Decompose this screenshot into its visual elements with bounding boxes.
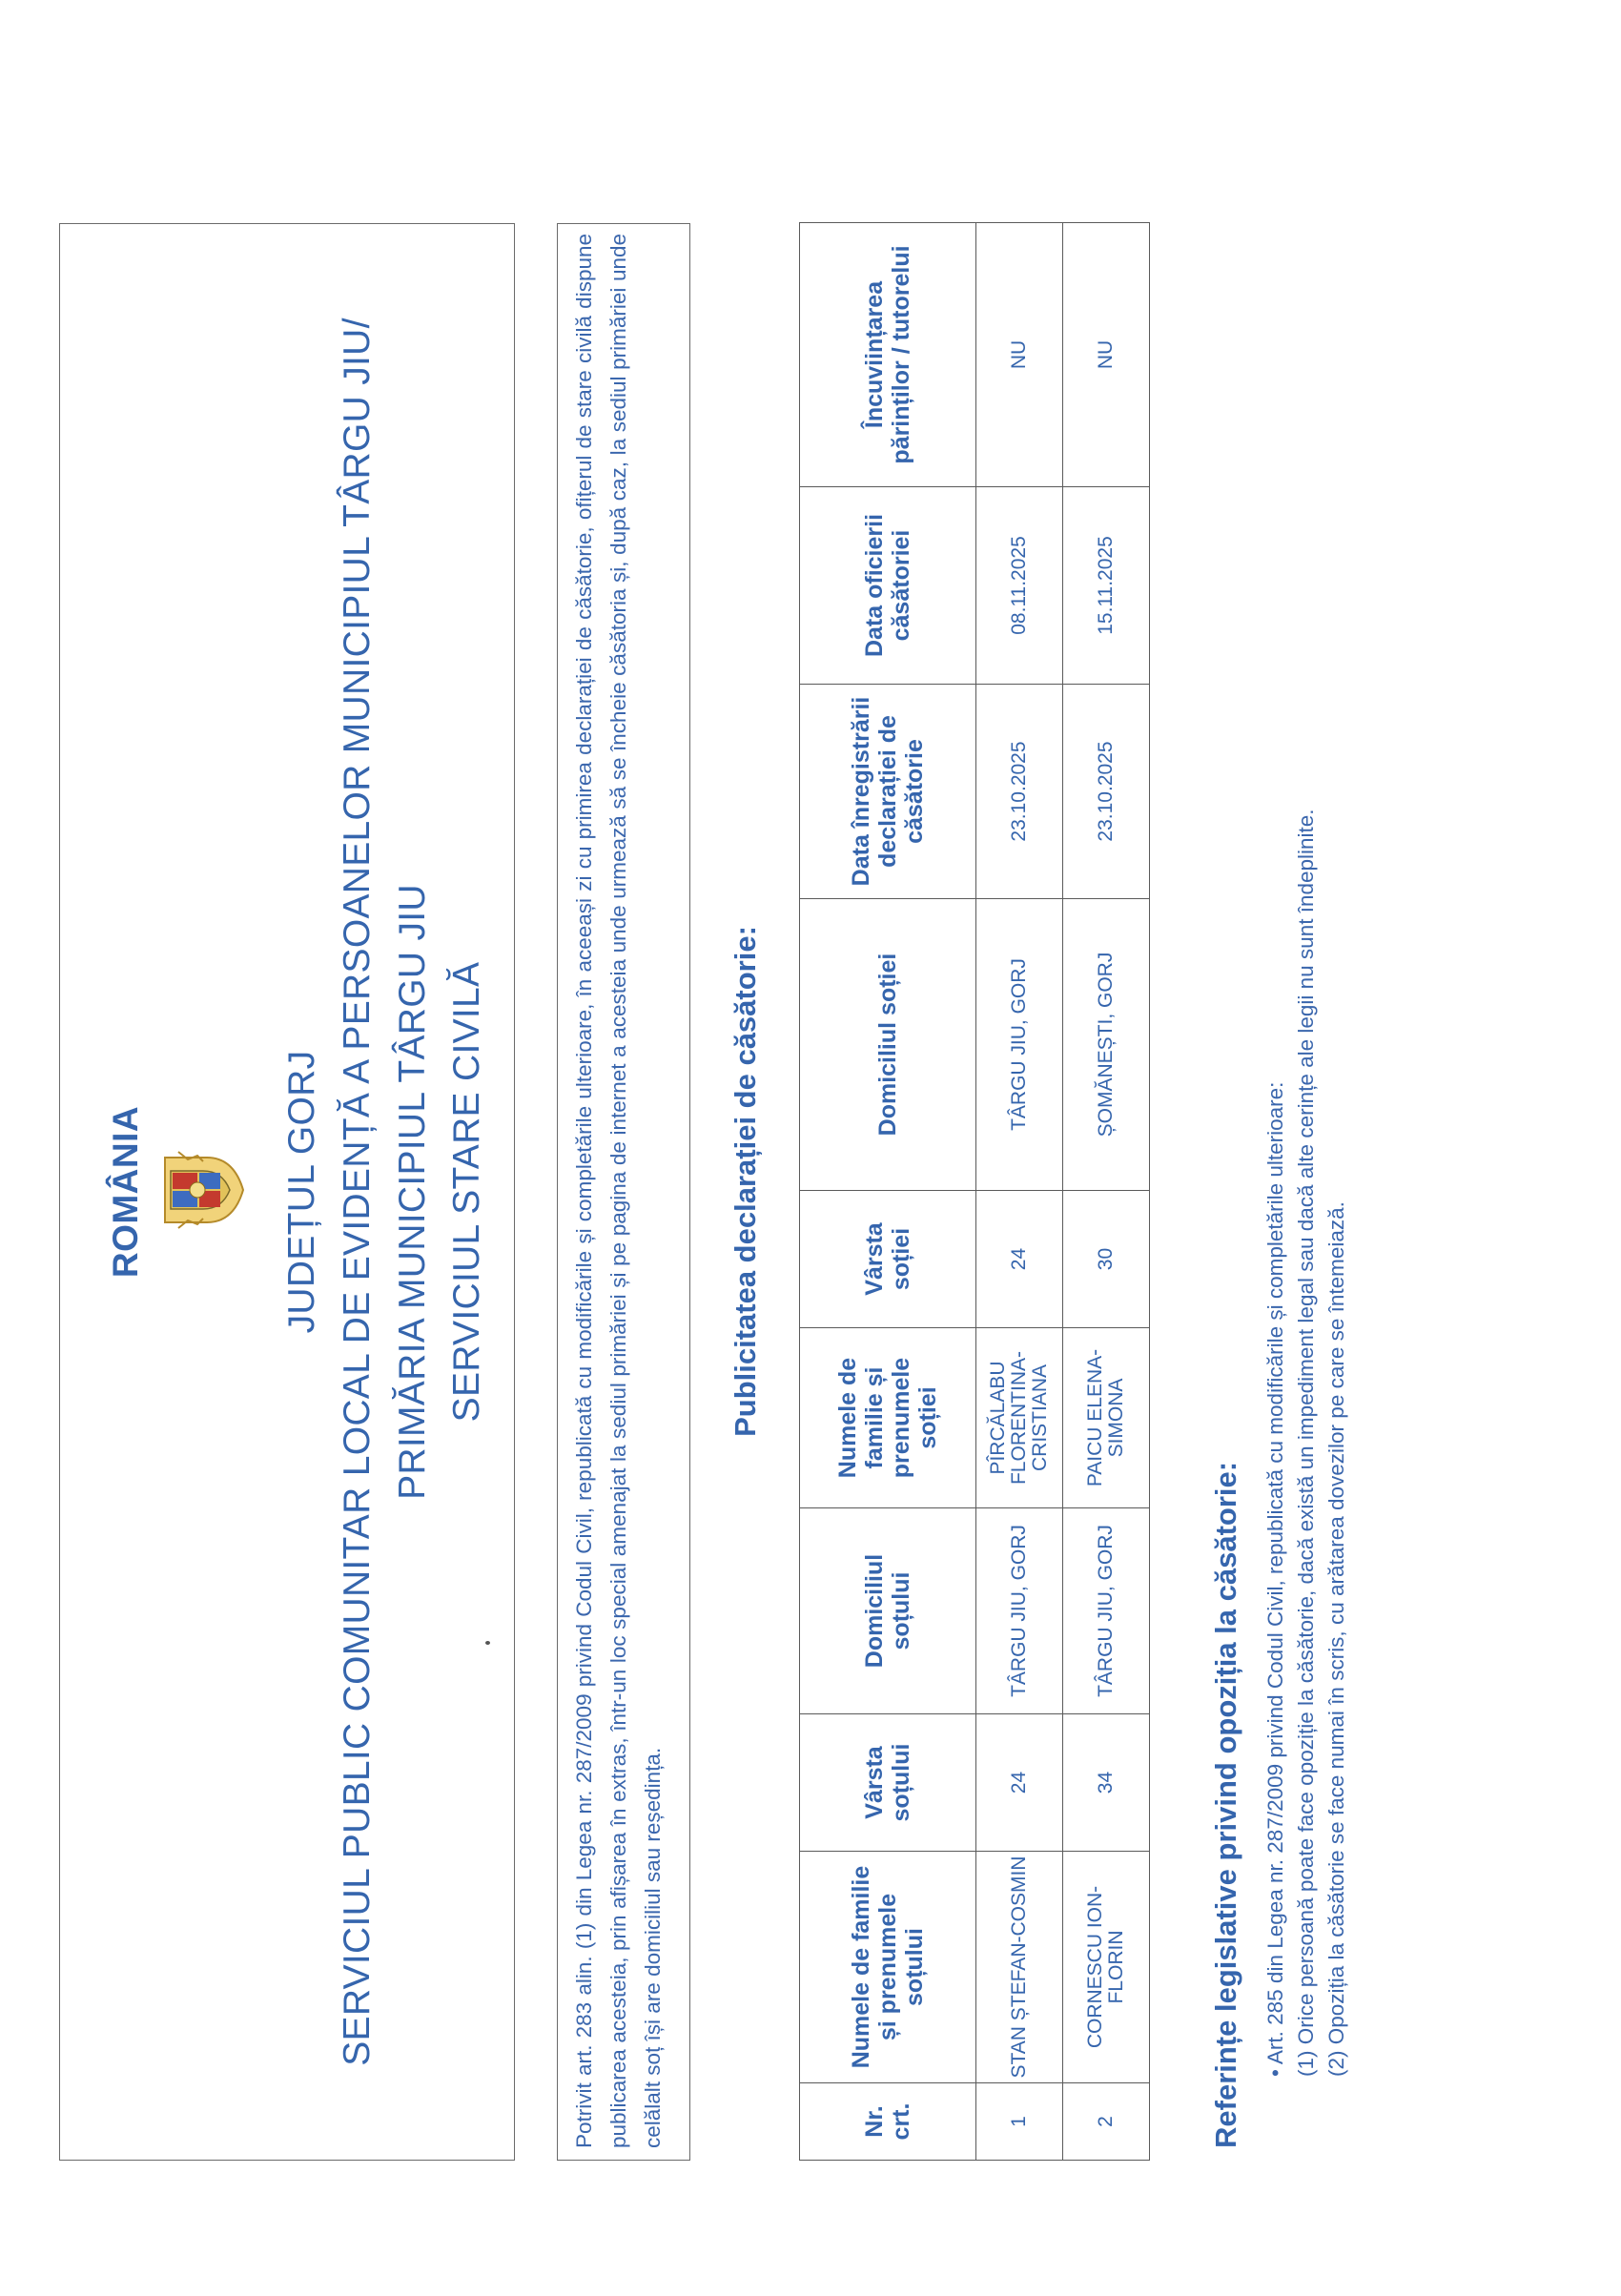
department-heading: SERVICIUL STARE CIVILĂ	[446, 961, 487, 1423]
references-title: Referințe legislative privind opoziția la căsătorie:	[1209, 1461, 1242, 2148]
table-row	[976, 223, 1063, 2161]
table-cell: STAN ȘTEFAN-COSMIN	[976, 1852, 1063, 2083]
table-cell: 15.11.2025	[1063, 487, 1150, 685]
column-header: Numele de familie și prenumele soțului	[800, 1852, 976, 2083]
column-header: Data oficierii căsătoriei	[800, 487, 976, 685]
table-cell: TÂRGU JIU, GORJ	[976, 899, 1063, 1191]
table-cell: PÎRCĂLABU FLORENTINA-CRISTIANA	[976, 1328, 1063, 1508]
table-cell: ȘOMĂNEȘTI, GORJ	[1063, 899, 1150, 1191]
service-heading: SERVICIUL PUBLIC COMUNITAR LOCAL DE EVIDENȚĂ A PERSOANELOR MUNICIPIUL TÂRGU JIU/	[337, 318, 378, 2066]
table-cell: TÂRGU JIU, GORJ	[976, 1508, 1063, 1714]
marriage-declarations-table	[799, 222, 1150, 2161]
table-cell: NU	[976, 223, 1063, 487]
reference-line: • Art. 285 din Legea nr. 287/2009 privind Codul Civil, republicată cu modificările și completările ulterioare:	[1263, 1081, 1287, 2077]
column-header: Vârsta soției	[800, 1191, 976, 1328]
city-hall-heading: PRIMĂRIA MUNICIPIUL TÂRGU JIU	[392, 884, 433, 1500]
table-cell: TÂRGU JIU, GORJ	[1063, 1508, 1150, 1714]
table-cell: 2	[1063, 2083, 1150, 2161]
table-cell: 23.10.2025	[976, 685, 1063, 899]
table-cell: 08.11.2025	[976, 487, 1063, 685]
column-header: Domiciliul soțului	[800, 1508, 976, 1714]
table-header-row	[800, 223, 976, 2161]
column-header: Numele de familie și prenumele soției	[800, 1328, 976, 1508]
table-cell: NU	[1063, 223, 1150, 487]
references-text	[1261, 170, 1352, 2077]
column-header: Data înregistrării declarației de căsătorie	[800, 685, 976, 899]
reference-line: (1) Orice persoană poate face opoziție la căsătorie, dacă există un impediment legal sau dacă alte cerințe ale legii nu sunt îndeplinite.	[1294, 809, 1318, 2077]
table-row	[1063, 223, 1150, 2161]
column-header: Nr. crt.	[800, 2083, 976, 2161]
publication-title: Publicitatea declarației de căsătorie:	[728, 926, 762, 1437]
table-cell: 23.10.2025	[1063, 685, 1150, 899]
column-header: Domiciliul soției	[800, 899, 976, 1191]
county-heading: JUDEȚUL GORJ	[281, 1050, 322, 1334]
column-header: Încuviințarea părinților / tutorelui	[800, 223, 976, 487]
legal-intro: Potrivit art. 283 alin. (1) din Legea nr. 287/2009 privind Codul Civil, republicată cu modificările și completările ulterioare, în aceeași zi cu primirea declarației de căsătorie, ofițerul de stare civilă dispune publicarea acesteia, prin afișarea în extras, într-un loc special amenajat la sediul primăriei și pe pagina de internet a acesteia unde urmează să se încheie căsătoria și, după caz, la sediul primăriei unde celălalt soț își are domiciliul sau reședința.	[557, 223, 690, 2161]
table-cell: 1	[976, 2083, 1063, 2161]
header-box	[59, 223, 515, 2161]
table-cell: 30	[1063, 1191, 1150, 1328]
table-cell: 34	[1063, 1714, 1150, 1852]
table-cell: 24	[976, 1191, 1063, 1328]
table-cell: PAICU ELENA-SIMONA	[1063, 1328, 1150, 1508]
reference-line: (2) Opoziția la căsătorie se face numai în scris, cu arătarea dovezilor pe care se întemeiază.	[1324, 1201, 1348, 2077]
romania-coat-of-arms-icon	[159, 1150, 245, 1230]
column-header: Vârsta soțului	[800, 1714, 976, 1852]
table-cell: 24	[976, 1714, 1063, 1852]
scan-speck	[485, 1641, 490, 1645]
table-cell: CORNESCU ION-FLORIN	[1063, 1852, 1150, 2083]
country-heading: ROMÂNIA	[106, 1105, 145, 1279]
